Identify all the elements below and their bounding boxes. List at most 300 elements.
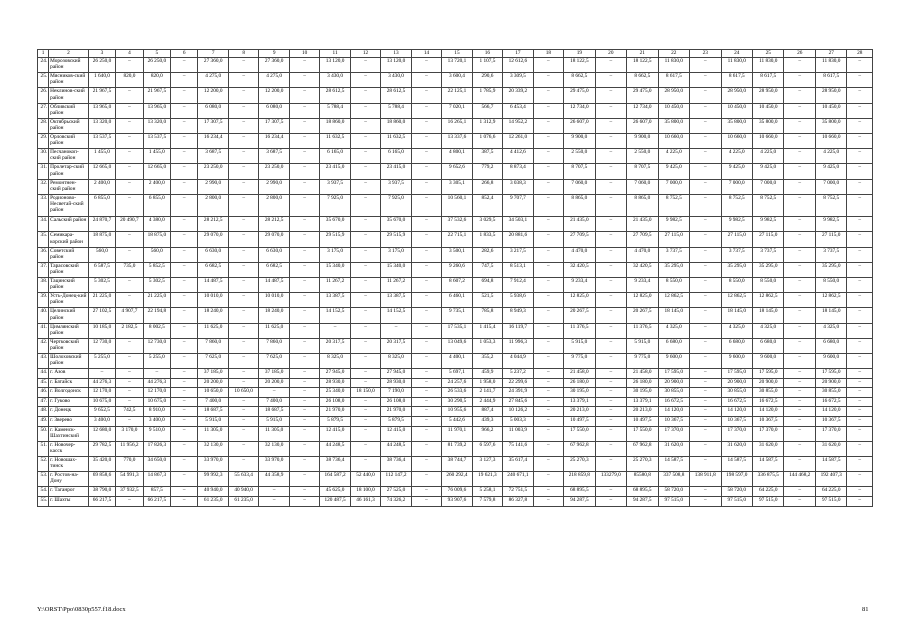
value-cell: 16 672,5 [815,397,846,407]
value-cell: 9 600,0 [721,353,752,368]
value-cell: – [847,338,873,353]
value-cell: 66 217,5 [88,496,115,506]
value-cell: 8 607,2 [442,277,472,292]
table-row [38,323,873,338]
municipality-name: Чертковский район [49,338,89,353]
municipality-name: Орловский район [49,133,89,148]
value-cell: 9 600,0 [753,353,784,368]
value-cell: – [533,164,563,179]
table-row [38,262,873,277]
value-cell: – [350,88,380,103]
table-row [38,338,873,353]
value-cell: – [533,103,563,118]
value-cell: 14 587,5 [815,457,846,472]
municipality-name: Усть-Донец-кий район [49,293,89,308]
value-cell: – [411,73,441,88]
value-cell: – [595,487,626,497]
value-cell: – [690,247,721,262]
value-cell: – [411,496,441,506]
row-number: 47. [38,397,49,407]
value-cell: 9 425,0 [753,164,784,179]
value-cell: – [116,179,143,194]
value-cell: 9 260,6 [442,262,472,277]
value-cell: – [116,277,143,292]
value-cell: 12 200,0 [198,88,228,103]
value-cell: 10 185,0 [88,323,115,338]
value-cell: – [171,472,198,487]
row-number: 24. [38,58,49,73]
value-cell: – [171,487,198,497]
value-cell: 20 317,5 [381,338,411,353]
value-cell: – [116,103,143,118]
value-cell: 5 442,6 [442,417,472,427]
value-cell: – [289,262,319,277]
value-cell: 28 930,0 [381,378,411,388]
value-cell: 12 730,0 [143,338,170,353]
value-cell: 355,2 [472,353,502,368]
column-number: 17 [503,50,533,58]
value-cell: 6 682,5 [198,262,228,277]
value-cell: 17 535,1 [442,323,472,338]
value-cell: 20 881,6 [503,232,533,247]
value-cell: – [228,378,258,388]
value-cell: 1 312,9 [472,118,502,133]
table-row [38,247,873,262]
value-cell: 35 670,0 [381,217,411,232]
value-cell: 10 650,0 [228,388,258,398]
value-cell: – [289,277,319,292]
value-cell: – [847,247,873,262]
value-cell: 4 275,0 [259,73,289,88]
value-cell: 68 895,5 [564,487,595,497]
value-cell: 6 165,0 [320,149,350,164]
value-cell: 8 325,0 [320,353,350,368]
value-cell: 10 497,5 [564,417,595,427]
value-cell: 21 225,0 [88,293,115,308]
value-cell: 35 800,0 [815,118,846,133]
row-number: 31. [38,164,49,179]
value-cell: 10 955,6 [442,407,472,417]
municipality-name: Семикара-корский район [49,232,89,247]
value-cell: 35 617,4 [503,457,533,472]
value-cell: 27 115,0 [753,232,784,247]
value-cell: – [411,88,441,103]
value-cell: – [595,369,626,379]
value-cell: – [289,247,319,262]
value-cell: 9 982,5 [658,217,689,232]
value-cell: – [411,262,441,277]
value-cell: – [228,457,258,472]
value-cell: – [784,308,815,323]
value-cell: 32 130,0 [259,441,289,456]
value-cell: 86 327,8 [503,496,533,506]
value-cell: 3 175,0 [381,247,411,262]
value-cell: – [411,164,441,179]
value-cell: – [289,323,319,338]
value-cell: 2 800,0 [259,194,289,217]
value-cell: 5 258,1 [472,487,502,497]
table-body [38,50,873,507]
value-cell: 28 950,0 [815,88,846,103]
value-cell: – [533,472,563,487]
value-cell: – [847,103,873,118]
value-cell: – [784,487,815,497]
table-row [38,103,873,118]
value-cell: – [171,353,198,368]
value-cell: – [784,118,815,133]
value-cell: 7 860,0 [259,338,289,353]
value-cell: 28 212,5 [259,217,289,232]
column-number: 15 [442,50,472,58]
value-cell: – [411,179,441,194]
value-cell: – [289,293,319,308]
value-cell: – [171,179,198,194]
value-cell: – [847,262,873,277]
value-cell: 74 326,2 [381,496,411,506]
value-cell: 20 200,0 [198,378,228,388]
value-cell: – [595,293,626,308]
value-cell: – [784,58,815,73]
value-cell: – [784,378,815,388]
value-cell: – [116,247,143,262]
value-cell: – [595,103,626,118]
value-cell: – [690,103,721,118]
value-cell: 20 900,0 [753,378,784,388]
row-number: 28. [38,118,49,133]
value-cell: 10 650,0 [198,388,228,398]
value-cell: 13 337,6 [442,133,472,148]
value-cell: – [411,487,441,497]
value-cell: – [116,88,143,103]
value-cell: – [690,133,721,148]
table-row [38,457,873,472]
value-cell: 33 970,0 [259,457,289,472]
value-cell: – [171,103,198,118]
value-cell: – [116,118,143,133]
value-cell: – [171,293,198,308]
value-cell: 9 652,5 [88,407,115,417]
municipality-name: г. Волгодонск [49,388,89,398]
value-cell: – [847,353,873,368]
value-cell: 32 420,5 [627,262,658,277]
value-cell: 9 425,0 [815,164,846,179]
value-cell: 12 415,0 [320,426,350,441]
value-cell: – [784,179,815,194]
value-cell: 16 672,5 [721,397,752,407]
value-cell: 7 860,0 [198,338,228,353]
value-cell: 1 640,0 [88,73,115,88]
value-cell: – [533,496,563,506]
value-cell: – [847,407,873,417]
table-row [38,73,873,88]
value-cell: 17 550,0 [564,426,595,441]
value-cell: 14 587,5 [721,457,752,472]
value-cell: 13 379,1 [627,397,658,407]
value-cell: – [411,417,441,427]
value-cell: 10 675,0 [143,397,170,407]
value-cell: 97 515,0 [815,496,846,506]
municipality-name: г. Каменск-Шахтинский [49,426,89,441]
value-cell: 27 709,5 [627,232,658,247]
value-cell: – [171,277,198,292]
value-cell: 11 003,9 [503,426,533,441]
value-cell: – [171,407,198,417]
value-cell: 4 225,0 [721,149,752,164]
value-cell: 2 141,7 [472,388,502,398]
value-cell: 3 029,5 [472,217,502,232]
value-cell: 12 680,0 [88,426,115,441]
value-cell: 3 687,5 [198,149,228,164]
value-cell: 44 276,3 [143,378,170,388]
value-cell: – [533,397,563,407]
value-cell: – [784,217,815,232]
value-cell: 7 190,0 [381,388,411,398]
value-cell: – [847,118,873,133]
value-cell: 820,0 [116,73,143,88]
value-cell: 28 950,0 [753,88,784,103]
value-cell: – [690,388,721,398]
value-cell: 6 165,0 [381,149,411,164]
value-cell: 30 855,0 [753,388,784,398]
value-cell: 30 195,0 [564,388,595,398]
value-cell: 27 115,0 [658,232,689,247]
value-cell: 7 060,0 [627,179,658,194]
value-cell: 19 621,3 [472,472,502,487]
value-cell: 11 830,0 [721,58,752,73]
value-cell: 11 305,0 [198,426,228,441]
value-cell: – [171,308,198,323]
value-cell: – [228,133,258,148]
value-cell: 6 630,0 [198,247,228,262]
value-cell: 24 391,9 [503,388,533,398]
value-cell: 13 320,0 [88,118,115,133]
value-cell: 4 225,0 [658,149,689,164]
value-cell: – [690,88,721,103]
value-cell: – [411,293,441,308]
value-cell: – [690,164,721,179]
value-cell: 7 579,8 [472,496,502,506]
value-cell: 16 672,5 [753,397,784,407]
value-cell: 8 873,4 [503,164,533,179]
value-cell: 3 175,0 [320,247,350,262]
value-cell: 8 865,0 [564,194,595,217]
value-cell: – [289,308,319,323]
value-cell: – [116,149,143,164]
value-cell: 15 340,0 [381,262,411,277]
value-cell: 9 600,0 [815,353,846,368]
table-row [38,88,873,103]
value-cell: 28 612,5 [320,88,350,103]
municipality-name: г. Новочер-касск [49,441,89,456]
value-cell: 30 855,0 [721,388,752,398]
value-cell: 85580,8 [627,472,658,487]
value-cell: – [690,308,721,323]
value-cell: – [228,118,258,133]
value-cell: 9 233,4 [564,277,595,292]
column-number: 9 [259,50,289,58]
value-cell: 566,7 [472,103,502,118]
value-cell: 18 150,0 [350,388,380,398]
value-cell: – [116,232,143,247]
value-cell: 67 962,8 [564,441,595,456]
value-cell: 18 145,0 [753,308,784,323]
value-cell: 26 533,6 [442,388,472,398]
value-cell: – [350,58,380,73]
value-cell: 2 990,0 [198,179,228,194]
value-cell: – [847,217,873,232]
municipality-name: Родионово-Несветай-ский район [49,194,89,217]
value-cell: 8 550,0 [658,277,689,292]
value-cell: 38 744,7 [442,457,472,472]
value-cell: 11 996,3 [503,338,533,353]
value-cell: – [228,103,258,118]
value-cell: – [143,369,170,379]
municipality-name: Морозовский район [49,58,89,73]
value-cell: – [171,426,198,441]
value-cell: 20 490,7 [116,217,143,232]
value-cell: 6 855,0 [143,194,170,217]
value-cell: – [784,426,815,441]
value-cell: – [784,353,815,368]
value-cell: – [228,73,258,88]
value-cell: 10 660,0 [721,133,752,148]
value-cell: 3 400,0 [88,417,115,427]
value-cell: – [533,457,563,472]
value-cell: – [533,388,563,398]
value-cell: 30 195,0 [627,388,658,398]
value-cell: – [350,338,380,353]
value-cell: 8 662,5 [564,73,595,88]
value-cell: 11 625,0 [259,323,289,338]
value-cell: – [289,472,319,487]
value-cell: – [350,194,380,217]
value-cell: – [411,133,441,148]
value-cell: 3 170,0 [116,426,143,441]
municipality-name: г. Азов [49,369,89,379]
row-number: 52. [38,457,49,472]
value-cell: – [847,487,873,497]
value-cell: 23 250,0 [198,164,228,179]
value-cell: 38 736,4 [320,457,350,472]
table-row [38,217,873,232]
value-cell: 3 737,5 [658,247,689,262]
value-cell: – [289,164,319,179]
table-row [38,407,873,417]
value-cell: 30 855,0 [815,388,846,398]
municipality-name: Ремонтнен-ский район [49,179,89,194]
value-cell: 27 709,5 [564,232,595,247]
value-cell: – [350,247,380,262]
value-cell: 12 862,5 [753,293,784,308]
value-cell: 23 415,0 [320,164,350,179]
value-cell: – [784,232,815,247]
row-number: 25. [38,73,49,88]
value-cell: 26 607,0 [564,118,595,133]
value-cell: – [847,179,873,194]
value-cell: 9 775,0 [564,353,595,368]
value-cell: – [595,277,626,292]
value-cell: 27 360,0 [198,58,228,73]
value-cell: 4 225,0 [815,149,846,164]
value-cell: 5 788,4 [381,103,411,118]
value-cell: – [784,73,815,88]
value-cell: – [690,217,721,232]
value-cell: – [595,338,626,353]
value-cell: 58 720,0 [721,487,752,497]
value-cell: 2 800,0 [198,194,228,217]
value-cell: 7 925,0 [320,194,350,217]
value-cell: 4 275,0 [198,73,228,88]
value-cell: 5 697,1 [442,369,472,379]
value-cell: 10 450,0 [658,103,689,118]
value-cell: 5 915,0 [198,417,228,427]
value-cell: 76 009,6 [442,487,472,497]
value-cell: 6 080,0 [259,103,289,118]
table-row [38,369,873,379]
value-cell: – [171,118,198,133]
value-cell: 852,4 [472,194,502,217]
row-number: 41. [38,323,49,338]
column-number: 14 [411,50,441,58]
value-cell: – [350,378,380,388]
value-cell: 240 671,1 [503,472,533,487]
table-row [38,353,873,368]
value-cell: 67 962,8 [627,441,658,456]
value-cell: – [411,388,441,398]
value-cell: – [533,133,563,148]
value-cell: 7 400,0 [198,397,228,407]
municipality-name: г. Ростов-на-Дону [49,472,89,487]
column-number: 10 [289,50,319,58]
value-cell: – [411,149,441,164]
value-cell: 12 862,5 [721,293,752,308]
table-row [38,487,873,497]
value-cell: 27 115,0 [721,232,752,247]
value-cell: – [533,293,563,308]
row-number: 42. [38,338,49,353]
municipality-name: Цимлянский район [49,323,89,338]
value-cell: – [350,277,380,292]
value-cell: 14 952,2 [503,118,533,133]
value-cell: – [411,118,441,133]
value-cell: – [350,73,380,88]
data-table [37,49,873,507]
value-cell: 13 049,6 [442,338,472,353]
value-cell: 6 597,6 [472,441,502,456]
value-cell: – [228,88,258,103]
value-cell: 14 587,5 [753,457,784,472]
value-cell: 12 862,5 [815,293,846,308]
value-cell: – [847,293,873,308]
value-cell: – [533,426,563,441]
value-cell: – [784,457,815,472]
value-cell: – [784,194,815,217]
value-cell: 34 503,1 [503,217,533,232]
value-cell: 54 991,3 [116,472,143,487]
value-cell: 22 194,8 [143,308,170,323]
value-cell: – [116,293,143,308]
row-number: 53. [38,472,49,487]
value-cell: – [533,407,563,417]
table-row [38,397,873,407]
value-cell: – [784,397,815,407]
value-cell: – [533,58,563,73]
value-cell: 12 170,0 [88,388,115,398]
value-cell: 560,0 [88,247,115,262]
value-cell: 64 225,0 [753,487,784,497]
value-cell: – [171,149,198,164]
value-cell: 38 790,0 [88,487,115,497]
